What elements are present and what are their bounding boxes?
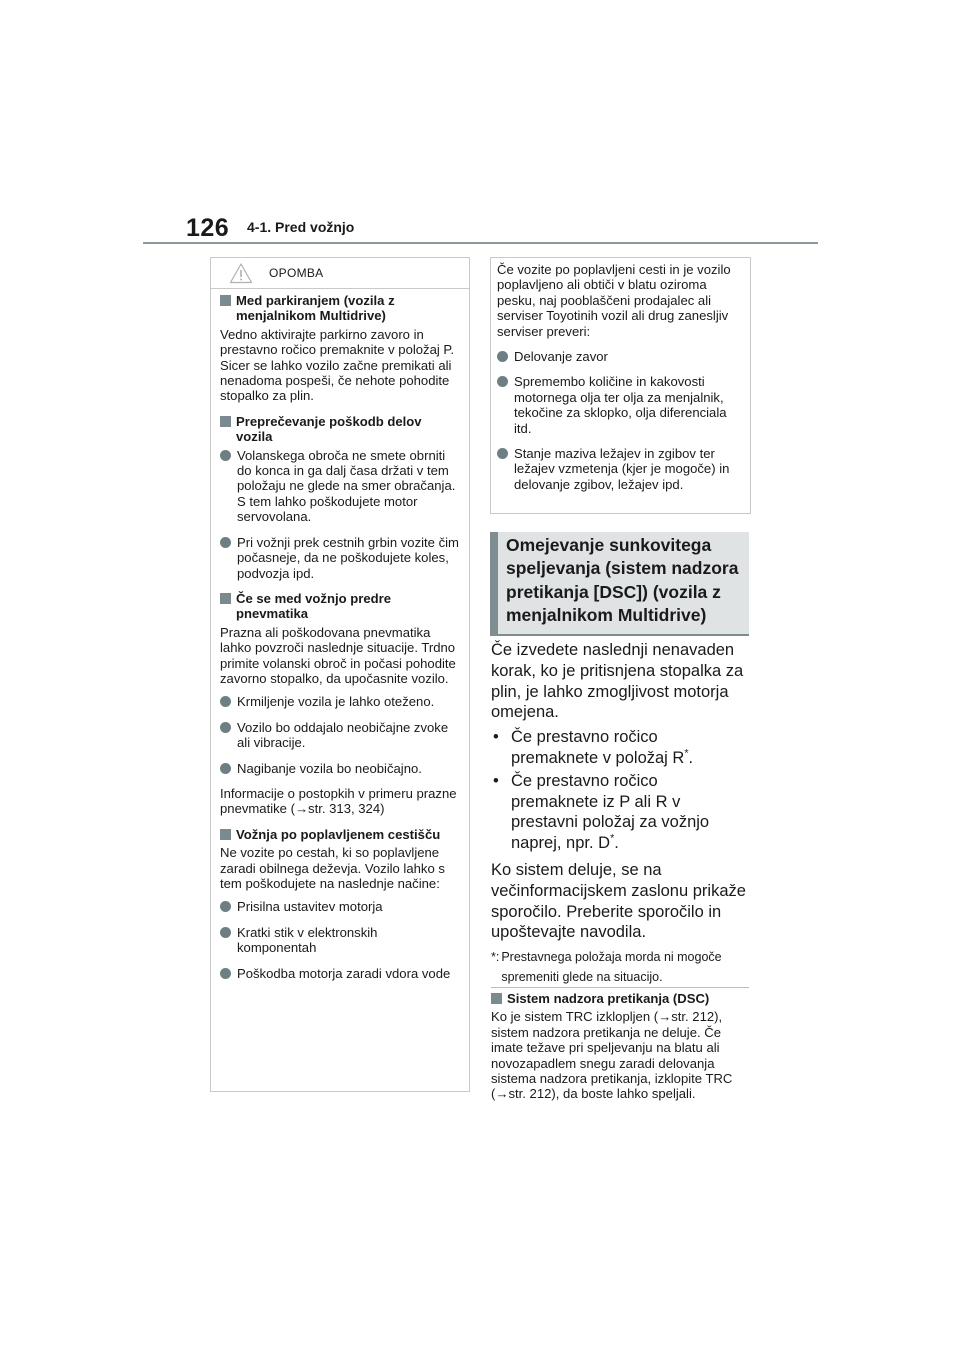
list-item: Nagibanje vozila bo neobičajno. xyxy=(220,761,460,776)
circle-bullet-icon xyxy=(220,901,231,912)
square-bullet-icon xyxy=(220,829,231,840)
list-item: Delovanje zavor xyxy=(497,349,744,364)
circle-bullet-icon xyxy=(220,450,231,461)
page-number: 126 xyxy=(186,214,230,242)
dsc-heading-box xyxy=(490,532,749,636)
square-bullet-icon xyxy=(220,416,231,427)
notice-body xyxy=(211,289,469,981)
heading-accent-bar xyxy=(490,532,498,634)
circle-bullet-icon xyxy=(220,537,231,548)
footnote: *: Prestavnega položaja morda ni mogoče spremeniti glede na situacijo. xyxy=(491,950,722,985)
list-item: Pri vožnji prek cestnih grbin vozite čim počasneje, da ne poškodujete koles, podvozja ipd. xyxy=(220,535,460,581)
dsc-info-heading: Sistem nadzora pretikanja (DSC) xyxy=(491,991,749,1006)
notice-paragraph: Prazna ali poškodovana pnevmatika lahko povzroči naslednje situacije. Trdno primite volanski obroč in počasi pohodite zavorno stopalko, da upočasnite vozilo. xyxy=(220,624,456,686)
main-intro: Če izvedete naslednji nenavaden korak, ko je pritisnjena stopalka za plin, je lahko zmogljivost motorja omejena. xyxy=(491,641,744,722)
notice-section-heading: Med parkiranjem (vozila z menjalnikom Multidrive) xyxy=(220,293,460,324)
circle-bullet-icon xyxy=(497,376,508,387)
dsc-heading: Omejevanje sunkovitega speljevanja (sistem nadzora pretikanja [DSC]) (vozila z menjalnikom Multidrive) xyxy=(506,535,739,626)
header-divider xyxy=(143,242,818,244)
notice-label: OPOMBA xyxy=(269,266,324,280)
notice-box xyxy=(210,257,470,1092)
circle-bullet-icon xyxy=(220,763,231,774)
square-bullet-icon xyxy=(220,593,231,604)
notice-section-heading: Če se med vožnjo predre pnevmatika xyxy=(220,591,460,622)
dsc-info-paragraph: Ko je sistem TRC izklopljen (→str. 212), sistem nadzora pretikanja ne deluje. Če imate težave pri speljevanju na blatu ali novozapadlem snegu zaradi delovanja sistema nadzora pretikanja, izklopite TRC (→str. 212), da boste lahko speljali. xyxy=(491,1009,733,1102)
circle-bullet-icon xyxy=(497,448,508,459)
warning-triangle-icon xyxy=(229,262,253,284)
circle-bullet-icon xyxy=(220,927,231,938)
footnote-marker: * xyxy=(684,747,689,760)
list-item: Kratki stik v elektronskih komponentah xyxy=(220,925,460,956)
notice-paragraph: Vedno aktivirajte parkirno zavoro in prestavno ročico premaknite v položaj P. Sicer se lahko vozilo začne premikati ali nenadoma pospeši, če nehote pohodite stopalko za plin. xyxy=(220,326,455,404)
circle-bullet-icon xyxy=(220,722,231,733)
page-reference: Informacije o postopkih v primeru prazne pnevmatike (→str. 313, 324) xyxy=(220,785,457,817)
notice-section-heading: Vožnja po poplavljenem cestišču xyxy=(220,827,460,842)
list-item: Volanskega obroča ne smete obrniti do konca in ga dalj časa držati v tem položaju ne glede na smer obračanja. S tem lahko poškodujete motor servovolana. xyxy=(220,448,460,525)
flood-check-body xyxy=(491,258,750,492)
notice-header xyxy=(211,258,469,289)
section-title: 4-1. Pred vožnjo xyxy=(247,219,355,235)
main-text xyxy=(491,640,749,987)
square-bullet-icon xyxy=(220,295,231,306)
section-divider xyxy=(491,987,749,988)
list-item: • Če prestavno ročico premaknete iz P ali R v prestavni položaj za vožnjo naprej, npr. D*. xyxy=(493,771,710,853)
flood-check-box xyxy=(490,257,751,514)
list-item: Vozilo bo oddajalo neobičajne zvoke ali vibracije. xyxy=(220,720,460,751)
list-item: Stanje maziva ležajev in zgibov ter ležajev vzmetenja (kjer je mogoče) in delovanje zgibov, ležajev ipd. xyxy=(497,446,744,492)
flood-intro: Če vozite po poplavljeni cesti in je vozilo poplavljeno ali obtiči v blatu oziroma pesku, naj pooblaščeni prodajalec ali serviser Toyotinih vozil ali drug zanesljiv serviser preveri: xyxy=(497,262,731,339)
list-item: • Če prestavno ročico premaknete v položaj R*. xyxy=(493,728,694,767)
list-item: Poškodba motorja zaradi vdora vode xyxy=(220,966,460,981)
list-item: Prisilna ustavitev motorja xyxy=(220,899,460,914)
notice-section-heading: Preprečevanje poškodb delov vozila xyxy=(220,414,460,445)
circle-bullet-icon xyxy=(220,968,231,979)
notice-paragraph: Ne vozite po cestah, ki so poplavljene zaradi obilnega deževja. Vozilo lahko s tem poškodujete na naslednje načine: xyxy=(220,845,445,891)
list-item: Krmiljenje vozila je lahko oteženo. xyxy=(220,694,460,709)
circle-bullet-icon xyxy=(497,351,508,362)
list-item: Spremembo količine in kakovosti motornega olja ter olja za menjalnik, tekočine za sklopko, olja diferenciala itd. xyxy=(497,374,744,436)
dsc-info xyxy=(491,991,749,1112)
main-paragraph: Ko sistem deluje, se na večinformacijskem zaslonu prikaže sporočilo. Preberite sporočilo in upoštevajte navodila. xyxy=(491,860,746,942)
circle-bullet-icon xyxy=(220,696,231,707)
square-bullet-icon xyxy=(491,993,502,1004)
footnote-marker: * xyxy=(610,832,615,845)
